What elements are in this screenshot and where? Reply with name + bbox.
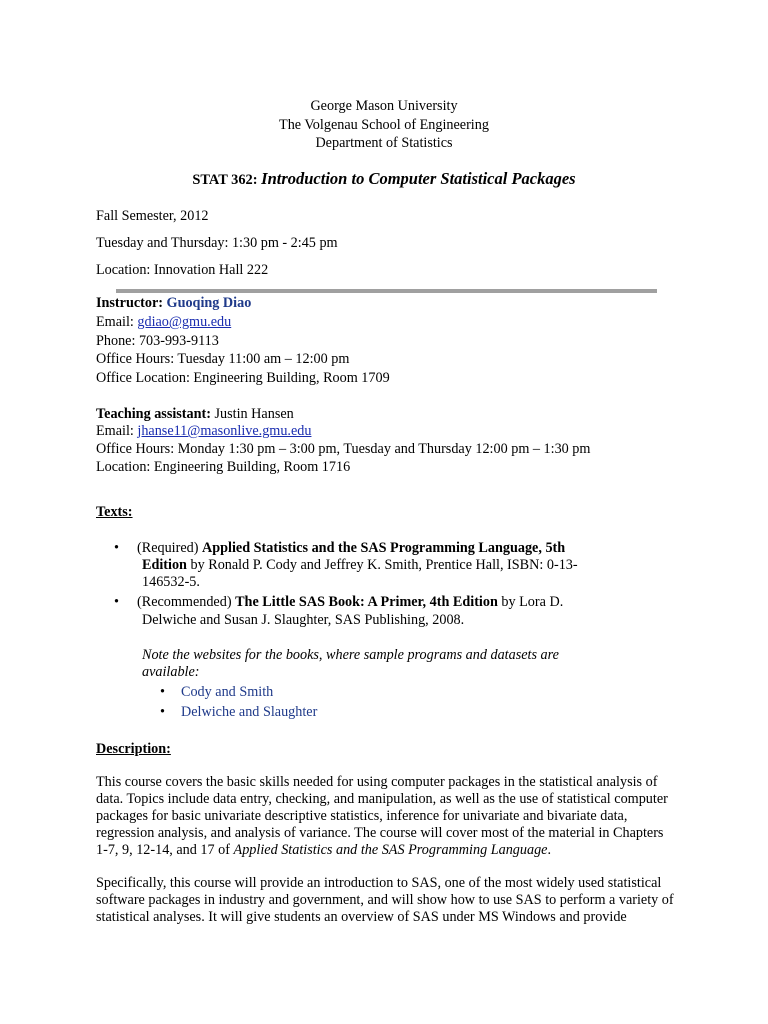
text-item-2-tag: (Recommended) (137, 594, 232, 610)
ta-email-label: Email: (96, 423, 134, 439)
description-p1-last-start: 1-7, 9, 12-14, and 17 of (96, 842, 230, 858)
text-item-2-authors: by Lora D. (501, 594, 564, 610)
description-p1-book-title: Applied Statistics and the SAS Programming Language (233, 842, 548, 858)
class-time: Tuesday and Thursday: 1:30 pm - 2:45 pm (96, 235, 338, 251)
instructor-label: Instructor: (96, 295, 163, 311)
university-name: George Mason University (310, 98, 458, 114)
ta-label: Teaching assistant: (96, 406, 211, 422)
ta-office-hours: Office Hours: Monday 1:30 pm – 3:00 pm, Tuesday and Thursday 12:00 pm – 1:30 pm (96, 441, 591, 457)
link-cody-smith[interactable]: Cody and Smith (181, 684, 274, 700)
text-item-1-line1 (137, 539, 565, 557)
text-item-1-tag: (Required) (137, 540, 199, 556)
instructor-email-link[interactable]: gdiao@gmu.edu (137, 314, 232, 330)
ta-name: Justin Hansen (214, 406, 294, 422)
text-item-1-authors: by Ronald P. Cody and Jeffrey K. Smith, Prentice Hall, ISBN: 0-13- (190, 557, 578, 573)
link-delwiche-slaughter[interactable]: Delwiche and Slaughter (181, 704, 318, 720)
semester: Fall Semester, 2012 (96, 208, 209, 224)
instructor-name: Guoqing Diao (166, 295, 252, 311)
instructor-phone: Phone: 703-993-9113 (96, 333, 219, 349)
text-item-2-title: The Little SAS Book: A Primer, 4th Edition (235, 594, 498, 610)
websites-note-line1: Note the websites for the books, where sample programs and datasets are (142, 647, 559, 663)
instructor-office-hours: Office Hours: Tuesday 11:00 am – 12:00 pm (96, 351, 350, 367)
course-code: STAT 362: (192, 172, 258, 188)
text-item-1-title-cont: Edition (142, 557, 187, 573)
description-paragraph-1 (96, 774, 676, 859)
bullet-icon: • (160, 684, 165, 700)
divider (116, 289, 657, 293)
document-header (0, 97, 768, 153)
description-p1-line: This course covers the basic skills needed for using computer packages in the statistical analysis of (96, 774, 658, 790)
bullet-icon: • (114, 594, 119, 610)
school-name: The Volgenau School of Engineering (279, 116, 489, 133)
description-p1-last-end: . (547, 842, 552, 858)
text-item-1-line2 (142, 556, 578, 574)
text-item-1-line3: 146532-5. (142, 574, 200, 590)
bullet-icon: • (160, 704, 165, 720)
websites-note (142, 647, 612, 681)
description-paragraph-2 (96, 875, 676, 926)
text-item-2-line2: Delwiche and Susan J. Slaughter, SAS Publishing, 2008. (142, 612, 465, 628)
course-name: Introduction to Computer Statistical Packages (261, 169, 576, 188)
instructor-email-line (96, 313, 231, 331)
description-p2-line: Specifically, this course will provide an introduction to SAS, one of the most widely used statistical (96, 875, 662, 891)
department-name: Department of Statistics (315, 135, 453, 151)
description-p2-line: statistical analyses. It will give students an overview of SAS under MS Windows and provide (96, 909, 627, 925)
description-p1-line: packages for basic univariate descriptive statistics, inference for univariate and bivariate data, (96, 808, 628, 824)
description-p2-line: software packages in industry and government, and will show how to use SAS to perform a variety of (96, 892, 674, 908)
text-item-2-line1 (137, 593, 563, 611)
ta-location: Location: Engineering Building, Room 1716 (96, 459, 351, 475)
instructor-line (96, 294, 251, 312)
description-p1-line: regression analysis, and analysis of variance. The course will cover most of the material in Chapters (96, 825, 664, 841)
text-item-1-title: Applied Statistics and the SAS Programming Language, 5th (202, 540, 566, 556)
course-title (0, 170, 768, 189)
texts-heading: Texts: (96, 504, 133, 520)
bullet-icon: • (114, 540, 119, 556)
description-p1-last-line (96, 842, 676, 859)
ta-line (96, 405, 294, 423)
instructor-email-label: Email: (96, 314, 134, 330)
instructor-office-location: Office Location: Engineering Building, Room 1709 (96, 370, 390, 386)
description-heading: Description: (96, 741, 171, 757)
websites-note-line2: available: (142, 664, 200, 680)
description-p1-line: data. Topics include data entry, checking, and manipulation, as well as the use of statistical computer (96, 791, 668, 807)
class-location: Location: Innovation Hall 222 (96, 262, 269, 278)
ta-email-line (96, 422, 311, 440)
ta-email-link[interactable]: jhanse11@masonlive.gmu.edu (137, 423, 312, 439)
